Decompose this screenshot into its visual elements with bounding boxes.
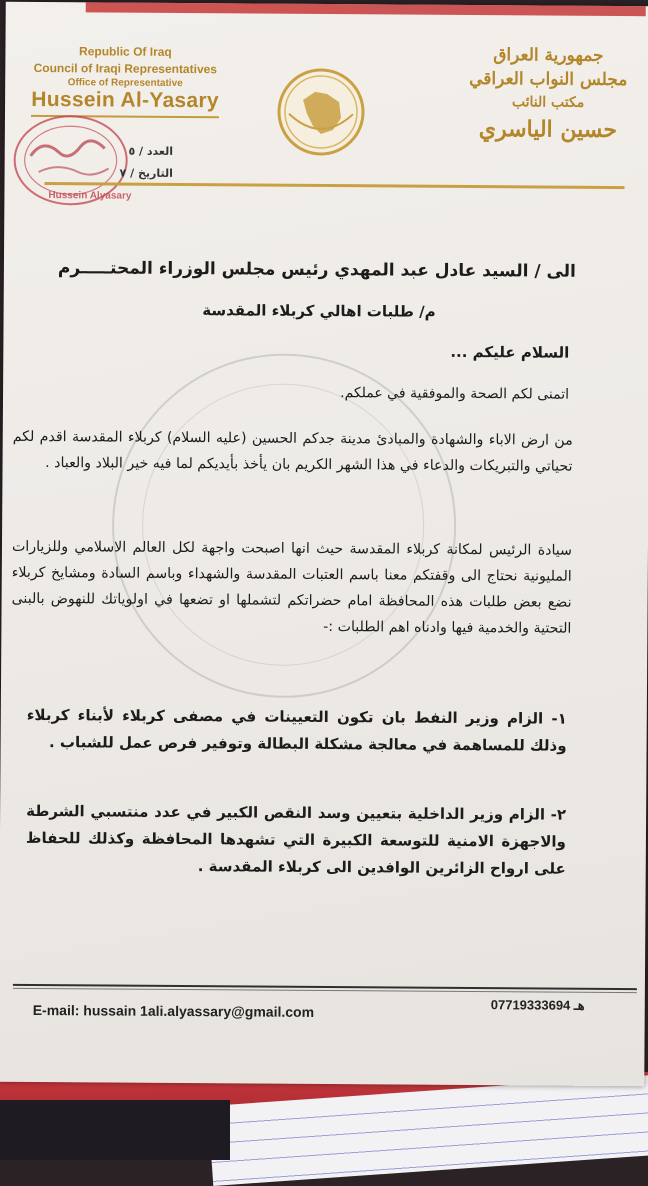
letter-greeting: السلام عليكم ...	[450, 342, 570, 362]
letterhead-name-english: Hussein Al-Yasary	[31, 87, 219, 113]
footer-email: E-mail: hussain 1ali.alyassary@gmail.com	[32, 1001, 315, 1020]
top-red-strip	[86, 2, 646, 16]
reference-number: العدد / ٥	[128, 144, 174, 158]
letterhead-country-arabic: جمهورية العراق	[493, 45, 604, 66]
footer-phone: 07719333694 هـ	[490, 997, 585, 1013]
letter-page	[0, 2, 648, 1086]
letterhead-office: Office of Representative	[67, 77, 183, 89]
letterhead-english	[15, 44, 236, 119]
letter-subject: م/ طلبات اهالي كربلاء المقدسة	[202, 301, 436, 321]
letter-addressee: الى / السيد عادل عبد المهدي رئيس مجلس الوزراء المحتـــــرم	[57, 258, 576, 282]
request-item-1: ١- الزام وزير النفط بان تكون التعيينات في مصفى كربلاء لأبناء كربلاء وذلك للمساهمة في معالجة مشكلة البطالة وتوفير فرص عمل للشباب .	[26, 705, 567, 755]
reference-date: التاريخ / ٧	[119, 166, 173, 180]
letterhead-name-arabic: حسين الياسري	[478, 116, 618, 144]
letterhead-arabic	[453, 43, 644, 146]
request-item-2: ٢- الزام وزير الداخلية بتعيين وسد النقص الكبير في عدد منتسبي الشرطة والاجهزة الامنية للتوسعة الكبيرة التي تشهدها المحافظة وكذلك للحفاظ على ارواح الزائرين الوافدين الى كربلاء المقدسة .	[25, 801, 567, 878]
letterhead-country: Republic Of Iraq	[79, 44, 172, 59]
letterhead-council-arabic: مجلس النواب العراقي	[469, 68, 628, 91]
letter-paragraph-1: من ارض الاباء والشهادة والمبادئ مدينة جدكم الحسين (عليه السلام) كربلاء المقدسة اقدم لكم تحياتي والتبريكات والدعاء في هذا الشهر الكريم بان يأخذ بأيديكم لما فيه خير البلاد والعباد .	[12, 428, 573, 475]
background-dark-area	[0, 1100, 230, 1160]
letterhead-office-arabic: مكتب النائب	[511, 94, 585, 111]
reference-block	[120, 141, 174, 185]
stamp-text: Hussein Alyasary	[48, 190, 132, 202]
letterhead-council: Council of Iraqi Representatives	[33, 60, 218, 77]
letter-wish: اتمنى لكم الصحة والموفقية في عملكم.	[340, 385, 570, 403]
iraq-emblem-icon	[269, 62, 378, 163]
letter-paragraph-2: سيادة الرئيس لمكانة كربلاء المقدسة حيث انها اصبحت واجهة لكل العالم الاسلامي وللزيارات المليونية نحتاج الى وقفتكم معنا باسم العتبات المقدسة والشهداء وباسم السادة ومشايخ كربلاء نضع بعض طلبات هذه المحافظة امام حضراتكم لتشملها او تضعها في اولوياتك للنهوض بالبنى التحتية والخدمية فيها وادناه اهم الطلبات :-	[11, 538, 573, 637]
